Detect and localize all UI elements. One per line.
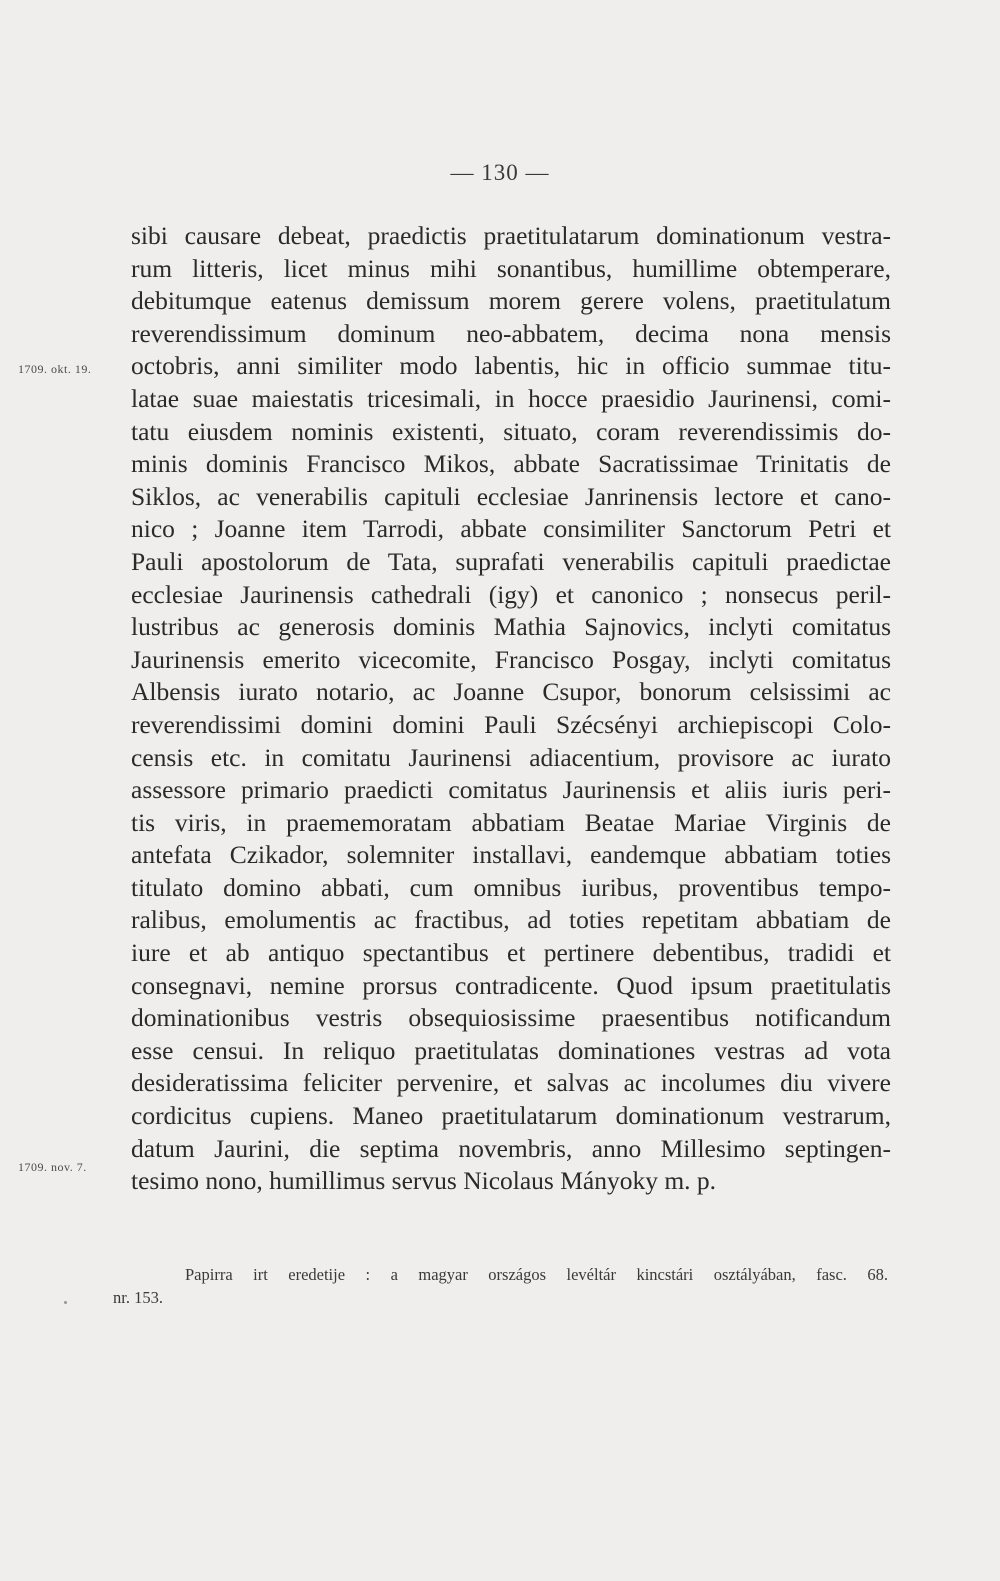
body-line: tatu eiusdem nominis existenti, situato, coram reverendissimis do- [131, 416, 891, 446]
body-line: Albensis iurato notario, ac Joanne Csupor, bonorum celsissimi ac [131, 677, 891, 707]
margin-date-note: 1709. okt. 19. [18, 362, 92, 376]
body-line: latae suae maiestatis tricesimali, in hocce praesidio Jaurinensi, comi- [131, 383, 891, 413]
body-line: nico ; Joanne item Tarrodi, abbate consimiliter Sanctorum Petri et [131, 514, 891, 544]
body-text [131, 220, 891, 1198]
body-line: iure et ab antiquo spectantibus et pertinere debentibus, tradidi et [131, 938, 891, 968]
body-line: minis dominis Francisco Mikos, abbate Sacratissimae Trinitatis de [131, 449, 891, 479]
footnote [113, 1263, 888, 1309]
footnote-line: nr. 153. [113, 1288, 163, 1307]
body-line: cordicitus cupiens. Maneo praetitulatarum dominationum vestrarum, [131, 1101, 891, 1131]
body-line: dominationibus vestris obsequiosissime praesentibus notificandum [131, 1003, 891, 1033]
body-line: titulato domino abbati, cum omnibus iuribus, proventibus tempo- [131, 872, 891, 902]
body-line: debitumque eatenus demissum morem gerere volens, praetitulatum [131, 286, 891, 316]
body-line: sibi causare debeat, praedictis praetitulatarum dominationum vestra- [131, 221, 891, 250]
body-line: Pauli apostolorum de Tata, suprafati venerabilis capituli praedictae [131, 546, 891, 576]
footnote-line: Papirra irt eredetije : a magyar országos levéltár kincstári osztályában, fasc. 68. [185, 1265, 888, 1284]
body-line: tesimo nono, humillimus servus Nicolaus Mányoky m. p. [131, 1166, 717, 1196]
body-line: desideratissima feliciter pervenire, et salvas ac incolumes diu vivere [131, 1068, 891, 1098]
body-line: reverendissimi domini domini Pauli Szécsényi archiepiscopi Colo- [131, 709, 891, 739]
body-line: octobris, anni similiter modo labentis, hic in officio summae titu- [131, 351, 891, 381]
page-number: — 130 — [450, 160, 550, 185]
body-line: tis viris, in praememoratam abbatiam Beatae Mariae Virginis de [131, 807, 891, 837]
body-line: consegnavi, nemine prorsus contradicente. Quod ipsum praetitulatis [131, 970, 891, 1000]
body-line: esse censui. In reliquo praetitulatas dominationes vestras ad vota [131, 1035, 891, 1065]
body-line: assessore primario praedicti comitatus Jaurinensis et aliis iuris peri- [131, 775, 891, 805]
margin-date-note: 1709. nov. 7. [18, 1160, 87, 1174]
body-line: ralibus, emolumentis ac fractibus, ad toties repetitam abbatiam de [131, 905, 891, 935]
paper-speck [64, 1301, 67, 1304]
body-line: ecclesiae Jaurinensis cathedrali (igy) et canonico ; nonsecus peril- [131, 579, 891, 609]
body-line: Siklos, ac venerabilis capituli ecclesiae Janrinensis lectore et cano- [131, 481, 891, 511]
body-line: lustribus ac generosis dominis Mathia Sajnovics, inclyti comitatus [131, 612, 891, 642]
body-line: censis etc. in comitatu Jaurinensi adiacentium, provisore ac iurato [131, 742, 891, 772]
body-line: reverendissimum dominum neo-abbatem, decima nona mensis [131, 318, 891, 348]
body-line: rum litteris, licet minus mihi sonantibus, humillime obtemperare, [131, 253, 891, 283]
body-line: antefata Czikador, solemniter installavi, eandemque abbatiam toties [131, 840, 891, 870]
body-line: datum Jaurini, die septima novembris, anno Millesimo septingen- [131, 1133, 891, 1163]
body-line: Jaurinensis emerito vicecomite, Francisco Posgay, inclyti comitatus [131, 644, 891, 674]
